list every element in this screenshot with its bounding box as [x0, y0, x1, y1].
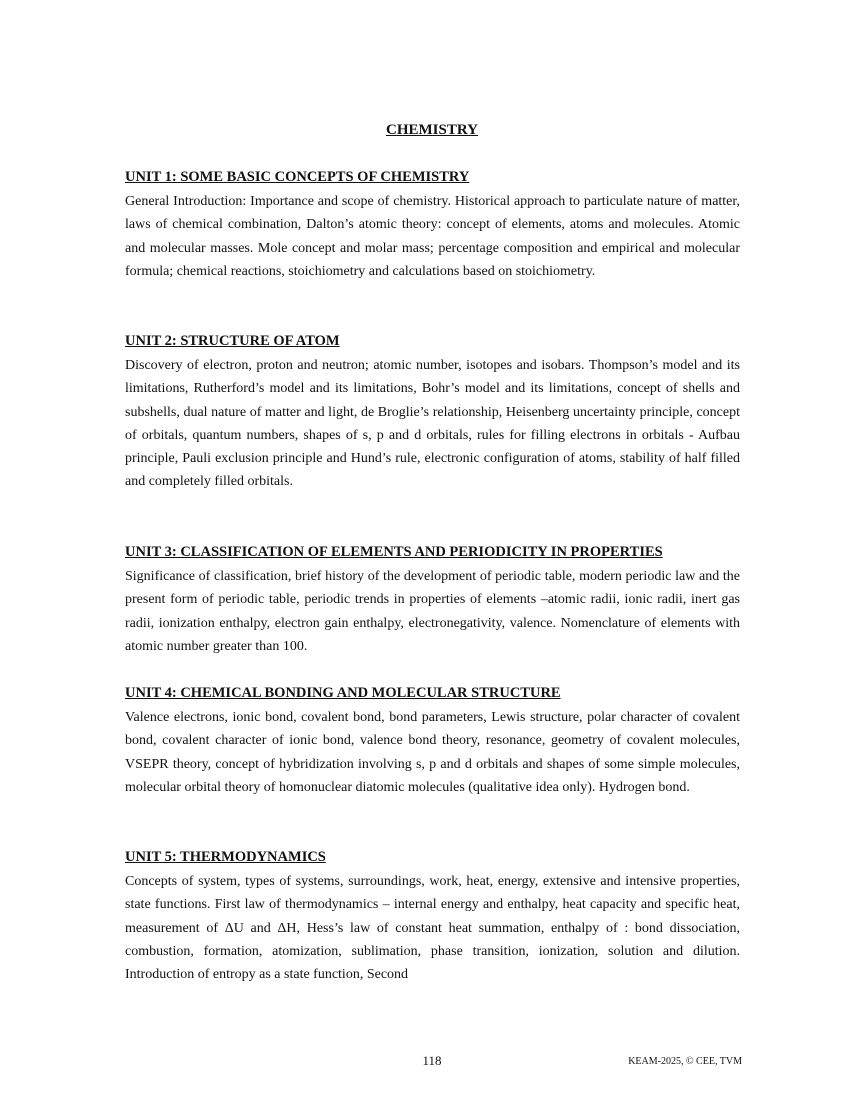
unit-section — [125, 542, 740, 658]
page-number: 118 — [422, 1053, 442, 1068]
unit-heading: UNIT 1: SOME BASIC CONCEPTS OF CHEMISTRY — [125, 169, 470, 185]
unit-body: Valence electrons, ionic bond, covalent bond, bond parameters, Lewis structure, polar character of covalent bond, covalent character of ionic bond, valence bond theory, resonance, geometry of covalent molecules, VSEPR theory, concept of hybridization involving s, p and d orbitals and shapes of some simple molecules, molecular orbital theory of homonuclear diatomic molecules (qualitative idea only). Hydrogen bond. — [125, 710, 740, 795]
unit-heading: UNIT 2: STRUCTURE OF ATOM — [125, 333, 340, 349]
unit-section — [125, 167, 740, 283]
page-title: CHEMISTRY — [386, 122, 478, 138]
unit-section — [125, 683, 740, 799]
unit-heading: UNIT 5: THERMODYNAMICS — [125, 849, 326, 865]
unit-body: General Introduction: Importance and scope of chemistry. Historical approach to particulate nature of matter, laws of chemical combination, Dalton’s atomic theory: concept of elements, atoms and molecules. Atomic and molecular masses. Mole concept and molar mass; percentage composition and empirical and molecular formula; chemical reactions, stoichiometry and calculations based on stoichiometry. — [125, 194, 740, 279]
unit-body: Significance of classification, brief history of the development of periodic table, modern periodic law and the present form of periodic table, periodic trends in properties of elements –atomic radii, ionic radii, inert gas radii, ionization enthalpy, electron gain enthalpy, electronegativity, valence. Nomenclature of elements with atomic number greater than 100. — [125, 569, 740, 654]
unit-section — [125, 331, 740, 494]
unit-section — [125, 847, 740, 986]
unit-body: Discovery of electron, proton and neutron; atomic number, isotopes and isobars. Thompson’s model and its limitations, Rutherford’s model and its limitations, Bohr’s model and its limitations, concept of shells and subshells, dual nature of matter and light, de Broglie’s relationship, Heisenberg uncertainty principle, concept of orbitals, quantum numbers, shapes of s, p and d orbitals, rules for filling electrons in orbitals - Aufbau principle, Pauli exclusion principle and Hund’s rule, electronic configuration of atoms, stability of half filled and completely filled orbitals. — [125, 358, 740, 490]
unit-heading: UNIT 3: CLASSIFICATION OF ELEMENTS AND PERIODICITY IN PROPERTIES — [125, 544, 663, 560]
unit-body: Concepts of system, types of systems, surroundings, work, heat, energy, extensive and intensive properties, state functions. First law of thermodynamics – internal energy and enthalpy, heat capacity and specific heat, measurement of ΔU and ΔH, Hess’s law of constant heat summation, enthalpy of : bond dissociation, combustion, formation, atomization, sublimation, phase transition, ionization, solution and dilution. Introduction of entropy as a state function, Second — [125, 874, 740, 983]
unit-heading: UNIT 4: CHEMICAL BONDING AND MOLECULAR STRUCTURE — [125, 685, 561, 701]
footer-copyright: KEAM-2025, © CEE, TVM — [628, 1056, 742, 1067]
